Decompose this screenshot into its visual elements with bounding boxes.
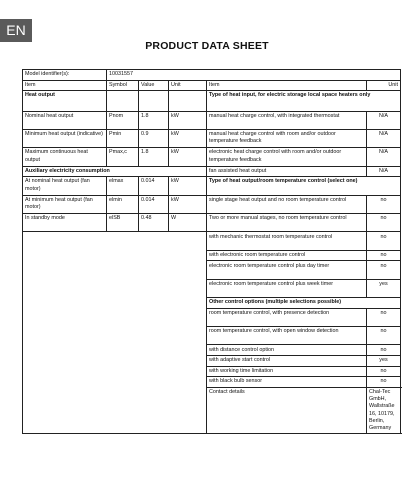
row-item-right: single stage heat output and no room temperature control xyxy=(207,195,367,213)
row-unit-right: no xyxy=(367,308,401,326)
section-heat-output: Heat output xyxy=(23,91,107,111)
row-item-right: electronic heat charge control with room and/or outdoor temperature feedback xyxy=(207,148,367,166)
row-item: At minimum heat output (fan motor) xyxy=(23,195,107,213)
row-value: 0.014 xyxy=(139,195,169,213)
header-symbol: Symbol xyxy=(107,80,139,91)
row-value: 0.48 xyxy=(139,213,169,231)
table-row xyxy=(23,177,401,195)
row-item-right: with working time limitation xyxy=(207,366,367,377)
header-row xyxy=(23,80,401,91)
row-symbol: elmax xyxy=(107,177,139,195)
row-item-right: with adaptive start control xyxy=(207,355,367,366)
row-unit: kW xyxy=(169,177,207,195)
row-item: Minimum heat output (indicative) xyxy=(23,129,107,147)
row-unit: kW xyxy=(169,148,207,166)
header-item-right: Item xyxy=(207,80,367,91)
row-item-right: with electronic room temperature control xyxy=(207,250,367,261)
row-unit-right: no xyxy=(367,327,401,345)
row-unit: kW xyxy=(169,195,207,213)
row-item-right: with distance control option xyxy=(207,345,367,356)
row-unit-right: no xyxy=(367,232,401,250)
row-unit-right: N/A xyxy=(367,129,401,147)
row-item-right: Two or more manual stages, no room temperature control xyxy=(207,213,367,231)
header-item: Item xyxy=(23,80,107,91)
row-unit-right: no xyxy=(367,345,401,356)
row-item-right: with black bulb sensor xyxy=(207,377,367,388)
row-item: Nominal heat output xyxy=(23,111,107,129)
header-value: Value xyxy=(139,80,169,91)
language-badge: EN xyxy=(0,19,32,42)
section-room-control: Type of heat output/room temperature control (select one) xyxy=(207,177,401,195)
row-unit: kW xyxy=(169,129,207,147)
header-unit-right: Unit xyxy=(367,80,401,91)
row-item: At nominal heat output (fan motor) xyxy=(23,177,107,195)
row-unit-right: no xyxy=(367,250,401,261)
row-unit-right: yes xyxy=(367,355,401,366)
row-value: 0.014 xyxy=(139,177,169,195)
contact-value: Chal-Tec GmbH, Wallstraße 16, 10179, Berlin, Germany xyxy=(367,387,401,434)
row-item-right: manual heat charge control, with integrated thermostat xyxy=(207,111,367,129)
model-row xyxy=(23,70,401,81)
row-unit-right: yes xyxy=(367,279,401,297)
table-row xyxy=(23,213,401,231)
row-symbol: Pnom xyxy=(107,111,139,129)
empty-block xyxy=(23,232,207,434)
row-symbol: elmin xyxy=(107,195,139,213)
section-heat-input: Type of heat input, for electric storage local space heaters only xyxy=(207,91,401,111)
product-data-table xyxy=(22,69,401,434)
row-item-right: room temperature control, with open window detection xyxy=(207,327,367,345)
row-unit-right: no xyxy=(367,261,401,279)
table-row xyxy=(23,232,401,250)
row-item-right: electronic room temperature control plus week timer xyxy=(207,279,367,297)
model-value: 10031557 xyxy=(107,70,401,81)
row-unit-right: N/A xyxy=(367,166,401,177)
table-row xyxy=(23,91,401,111)
row-unit-right: N/A xyxy=(367,111,401,129)
row-symbol: elSB xyxy=(107,213,139,231)
row-unit-right: no xyxy=(367,377,401,388)
row-value: 1.8 xyxy=(139,111,169,129)
row-item: In standby mode xyxy=(23,213,107,231)
row-value: 0.9 xyxy=(139,129,169,147)
row-unit-right: no xyxy=(367,366,401,377)
row-unit-right: N/A xyxy=(367,148,401,166)
row-item: Maximum continuous heat output xyxy=(23,148,107,166)
header-unit: Unit xyxy=(169,80,207,91)
row-item-right: electronic room temperature control plus day timer xyxy=(207,261,367,279)
contact-label: Contact details xyxy=(207,387,367,434)
section-aux: Auxiliary electricity consumption xyxy=(23,166,207,177)
row-unit: W xyxy=(169,213,207,231)
model-label: Model identifier(s): xyxy=(23,70,107,81)
row-symbol: Pmax,c xyxy=(107,148,139,166)
page-title: PRODUCT DATA SHEET xyxy=(145,40,269,52)
table-row xyxy=(23,111,401,129)
row-item-right: with mechanic thermostat room temperature control xyxy=(207,232,367,250)
table-row xyxy=(23,148,401,166)
row-unit-right: no xyxy=(367,195,401,213)
row-symbol: Pmin xyxy=(107,129,139,147)
row-unit-right: no xyxy=(367,213,401,231)
row-item-right: room temperature control, with presence detection xyxy=(207,308,367,326)
section-other-options: Other control options (multiple selections possible) xyxy=(207,298,401,309)
row-unit: kW xyxy=(169,111,207,129)
row-value: 1.8 xyxy=(139,148,169,166)
table-row xyxy=(23,129,401,147)
table-row xyxy=(23,166,401,177)
table-row xyxy=(23,195,401,213)
row-item-right: fan assisted heat output xyxy=(207,166,367,177)
row-item-right: manual heat charge control with room and/or outdoor temperature feedback xyxy=(207,129,367,147)
